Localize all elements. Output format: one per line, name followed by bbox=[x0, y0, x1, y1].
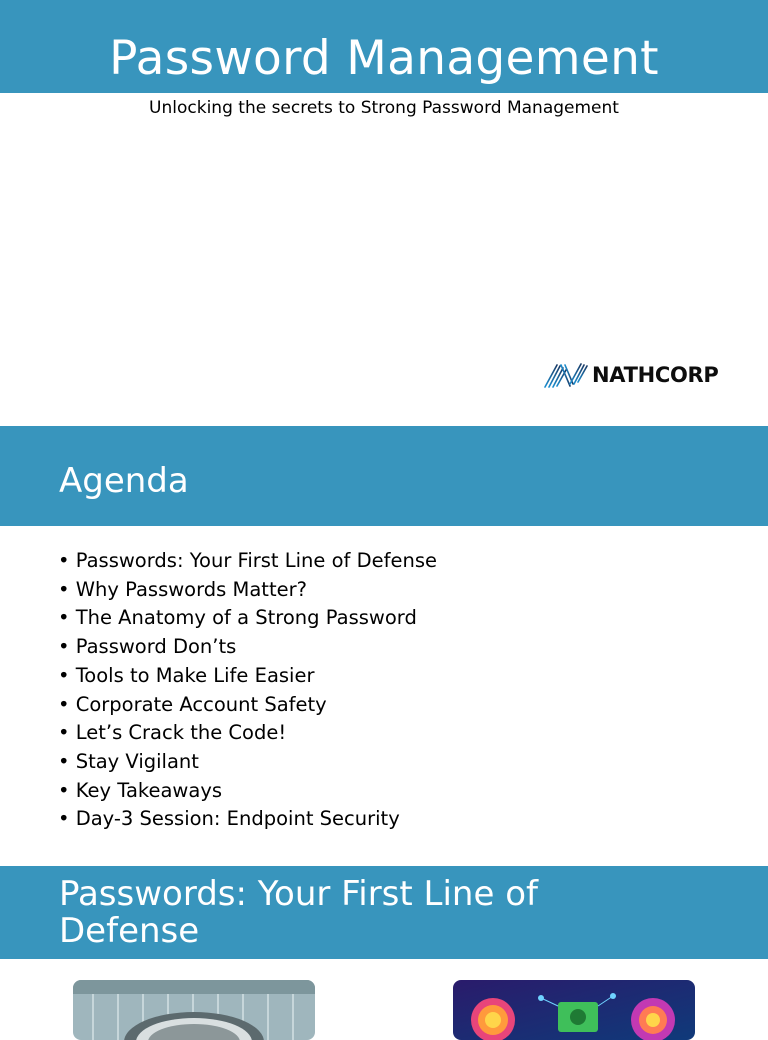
agenda-item: • Password Don’ts bbox=[58, 633, 437, 662]
agenda-item: • Why Passwords Matter? bbox=[58, 576, 437, 605]
defense-heading: Passwords: Your First Line of Defense bbox=[59, 874, 538, 951]
cyber-security-illustration bbox=[453, 980, 695, 1040]
nathcorp-logo-icon bbox=[543, 362, 589, 388]
agenda-list bbox=[58, 547, 437, 834]
agenda-heading: Agenda bbox=[59, 461, 189, 501]
agenda-item: • Tools to Make Life Easier bbox=[58, 662, 437, 691]
passwords-defense-slide bbox=[0, 858, 768, 1024]
agenda-item: • Key Takeaways bbox=[58, 777, 437, 806]
agenda-slide bbox=[0, 422, 768, 858]
nathcorp-logo bbox=[543, 360, 719, 390]
logo-wordmark: NATHCORP bbox=[592, 363, 719, 387]
agenda-item: • Passwords: Your First Line of Defense bbox=[58, 547, 437, 576]
agenda-item: • Day-3 Session: Endpoint Security bbox=[58, 805, 437, 834]
title-slide bbox=[0, 0, 768, 422]
agenda-item: • The Anatomy of a Strong Password bbox=[58, 604, 437, 633]
agenda-item: • Let’s Crack the Code! bbox=[58, 719, 437, 748]
agenda-item: • Corporate Account Safety bbox=[58, 691, 437, 720]
vault-door-illustration bbox=[73, 980, 315, 1040]
presentation-title: Password Management bbox=[109, 31, 659, 86]
presentation-subtitle: Unlocking the secrets to Strong Password Management bbox=[149, 98, 619, 118]
agenda-item: • Stay Vigilant bbox=[58, 748, 437, 777]
